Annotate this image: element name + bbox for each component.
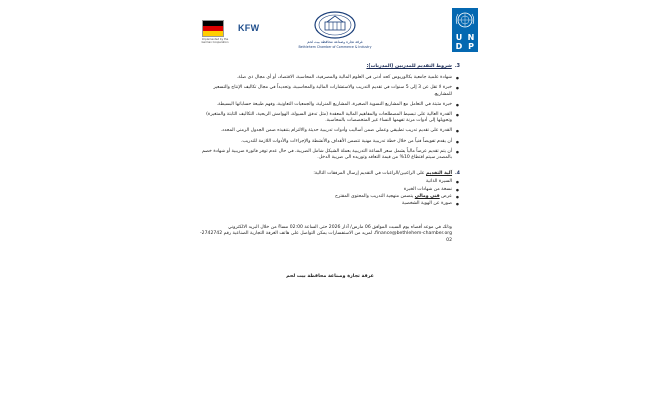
section-number: 3.: [454, 64, 460, 69]
undp-logo: [452, 8, 478, 52]
chamber-emblem-icon: [313, 10, 357, 40]
list-item: ● خبرة لا تقل عن 3 إلى 5 سنوات في تقديم التدريب والاستشارات المالية والمحاسبية، وتحديداً في مجال تكاليف الإنتاج والتسعير للمشاريع.: [200, 85, 452, 97]
list-item: ● السيرة الذاتية: [200, 179, 452, 185]
list-item: ● شهادة علمية جامعية بكالوريوس كحد أدنى في العلوم المالية والمصرفية، المحاسبة، الاقتصاد، أو أي مجال ذي صلة.: [200, 75, 452, 81]
section-title: شروط التقديم للمدربين (المدربات):: [366, 64, 452, 69]
chamber-name-english: Bethlehem Chamber of Commerce & Industry: [298, 45, 372, 49]
doc-text: يتضمن منهجية التدريب والمحتوى المقترح: [334, 193, 415, 199]
doc-text: عرض: [439, 193, 452, 199]
undp-letter: P: [468, 42, 474, 51]
undp-letter: N: [467, 33, 475, 42]
document-footer: غرفة تجارة وصناعة محافظة بيت لحم: [286, 273, 374, 279]
list-item: ● القدرة على تقديم تدريب تطبيقي وعملي ضمن أساليب وأدوات تدريبية حديثة والالتزام بتنفيذه ضمن الجدول الزمني المحدد.: [200, 128, 452, 134]
list-item: ● صورة عن الهوية الشخصية: [200, 201, 452, 207]
list-item: ● خبرة مثبتة في التعامل مع المشاريع النسوية الصغيرة، المشاريع المنزلية، والجمعيات التعاونية، وفهم طبيعة حساباتها البسيطة.: [200, 102, 452, 108]
kfw-logo: KFW: [238, 23, 260, 33]
section-number: 4.: [455, 171, 460, 177]
doc-text-bold: فني ومالي: [414, 193, 440, 199]
requirements-list: [200, 75, 460, 161]
german-flag-icon: [202, 20, 224, 37]
chamber-name-arabic: غرفة تجارة وصناعة محافظة بيت لحم: [307, 40, 363, 44]
list-item: ● أن يقدم تفويضاً فنياً من خلال خطة تدريبية مهنية تتضمن الأهداف والأنشطة والإجراءات والأدوات اللازمة للتدريب.: [200, 139, 452, 145]
chamber-logo: [295, 10, 375, 52]
list-item: ● القدرة العالية على تبسيط المصطلحات والمفاهيم المالية المعقدة (مثل تدفق السيولة، الهوامش الربحية، التكاليف الثابتة والمتغيرة) وتحويلها إلى أدوات مرنة تفهمها النساء غير المتخصصات بالمحاسبة.: [200, 112, 452, 124]
section-3-heading: [200, 64, 460, 70]
section-title: آلية التقديم: [426, 171, 453, 177]
german-kfw-logos: [198, 14, 278, 54]
german-cooperation-logo: [198, 14, 232, 54]
list-item: [200, 194, 452, 200]
undp-letter: D: [455, 42, 463, 51]
submission-note: وذلك في موعد أقصاه يوم السبت الموافق 06 مارس/ آذار 2026 حتى الساعة 02:00 مساءً من خلال البريد الالكتروني finance@bethlehem-chamber.org، لمزيد من الاستفسارات يمكن التواصل على هاتف الغرفة التجارية الصناعية رقم 2742742-02: [200, 225, 452, 243]
section-4-heading: [200, 171, 460, 177]
list-item: ● أن يتم تقديم عرضاً مالياً يشمل سعر الساعة التدريبية بعملة الشيكل شامل الضريبة، في حال عدم توفر فاتورة ضريبية أو شهادة خصم بالمصدر سيتم اقتطاع 10% من قيمة التعاقد وتوريده الى ضريبة الدخل.: [200, 149, 452, 161]
document-body: [200, 64, 460, 280]
undp-letters: [453, 33, 477, 51]
section-intro: على الراغبين/الراغبات في التقديم إرسال المرفقات التالية:: [313, 171, 427, 177]
section-4: [200, 171, 460, 207]
german-cooperation-text: Implemented by the German Cooperation: [201, 38, 229, 45]
un-emblem-icon: [454, 10, 476, 30]
list-item: ● نسخة من شهادات الخبرة: [200, 187, 452, 193]
documents-list: [200, 179, 460, 207]
undp-letter: U: [455, 33, 463, 42]
